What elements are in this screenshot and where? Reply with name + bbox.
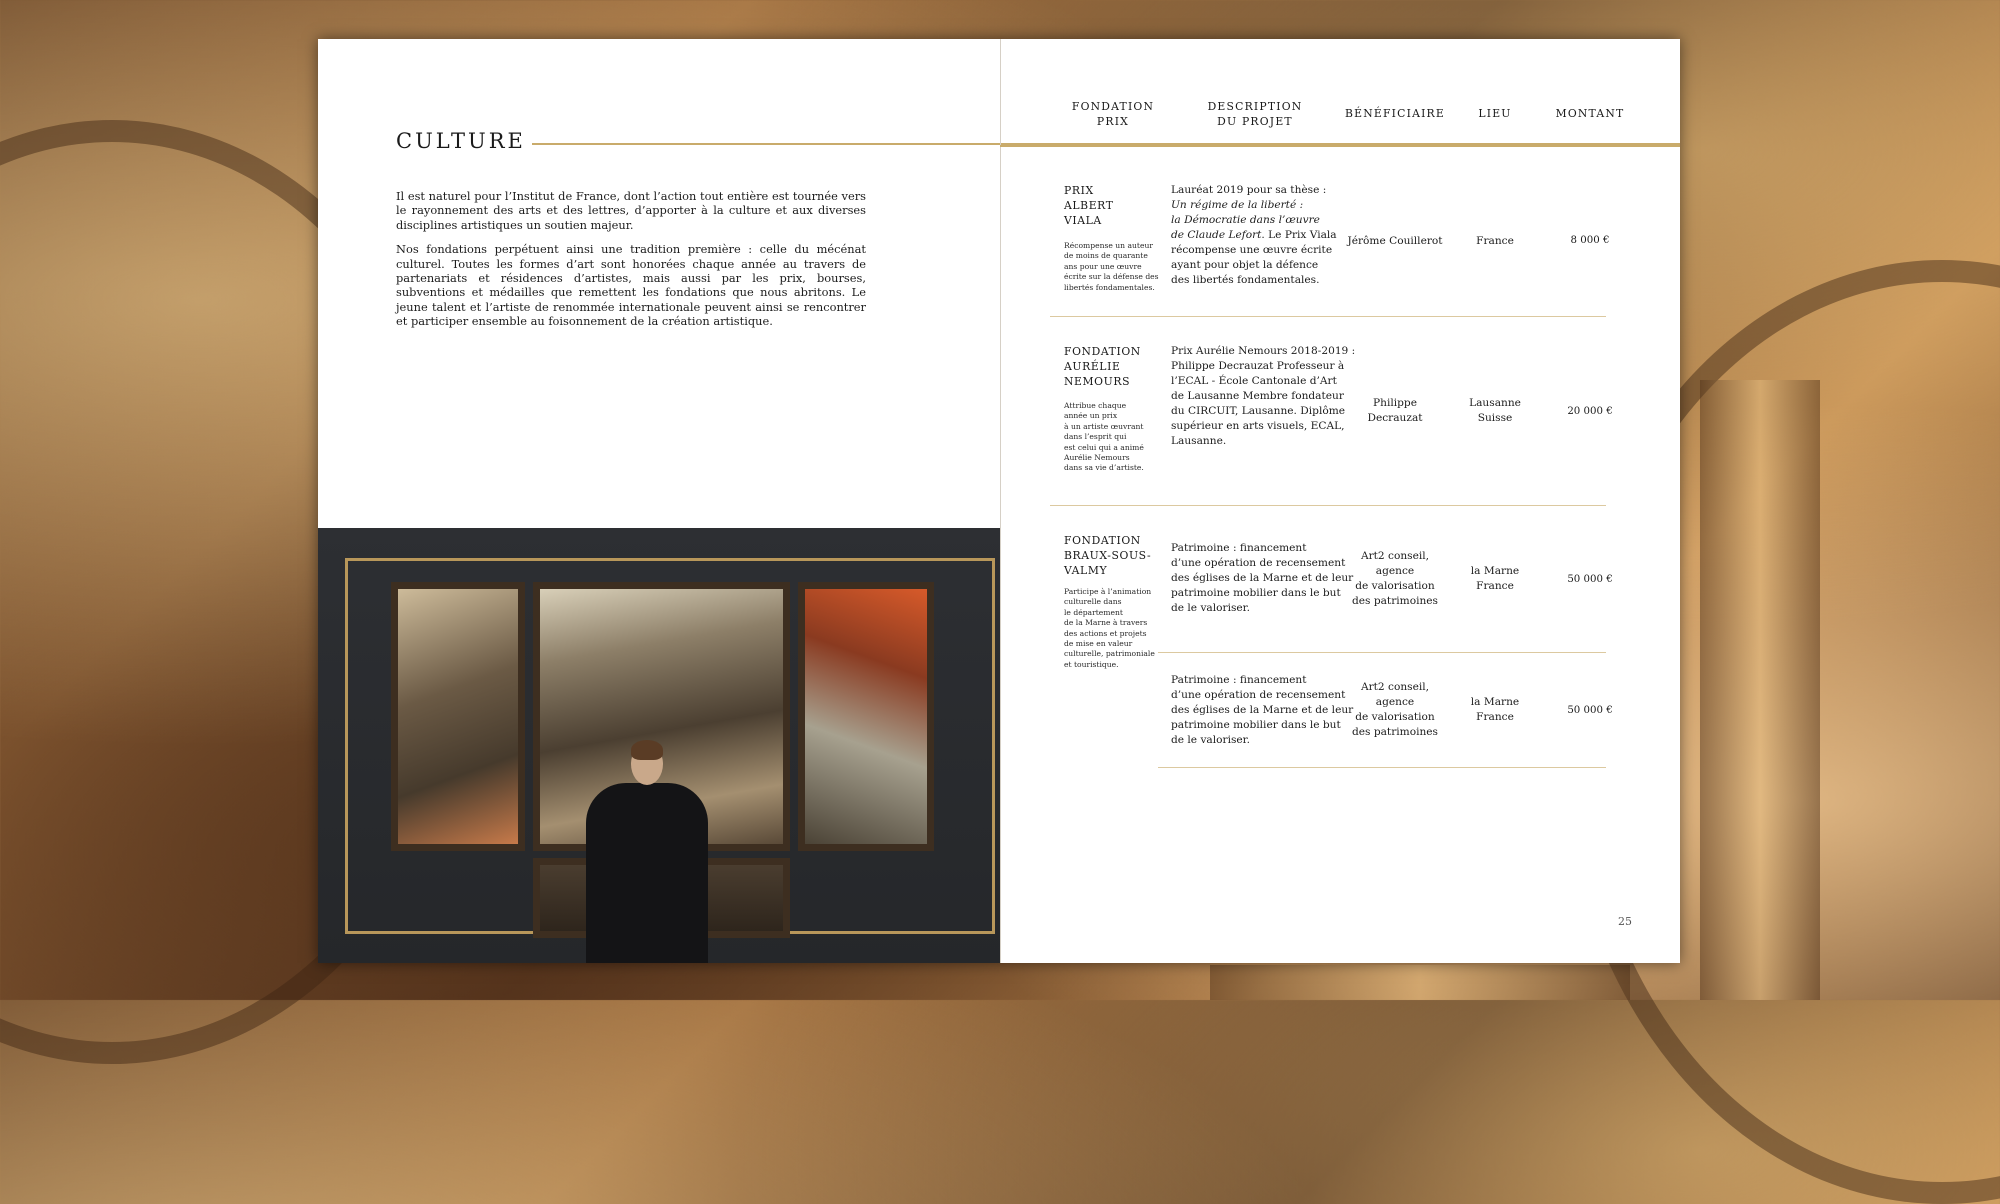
visitor-hair (631, 740, 663, 760)
brochure-spread (318, 39, 1680, 963)
amount: 8 000 € (1570, 235, 1610, 246)
intro-paragraph: Nos fondations perpétuent ainsi une tradition première : celle du mécénat culturel. Toutes les formes d’art sont honorées chaque année au travers de partenariats et résidences d’artistes, mais aussi par les prix, bourses, subventions et médailles que remettent les fondations que nous abritons. Le jeune talent et l’artiste de renommée internationale peuvent ainsi se rencontrer et participer ensemble au foisonnement de la création artistique. (396, 242, 866, 329)
amount: 50 000 € (1567, 705, 1613, 716)
project-description (1171, 183, 1337, 288)
visitor-figure (586, 783, 708, 963)
row-rule (1050, 505, 1606, 506)
org-description: Récompense un auteur de moins de quarante ans pour une œuvre écrite sur la défense des libertés fondamentales. (1064, 241, 1159, 292)
header-description: DESCRIPTION DU PROJET (1207, 100, 1303, 128)
triptych-right-panel (798, 582, 934, 851)
intro-text (396, 189, 866, 339)
header-beneficiaire: BÉNÉFICIAIRE (1345, 107, 1445, 120)
row-rule (1050, 316, 1606, 317)
row-rule (1158, 767, 1606, 768)
desc-text: Lauréat 2019 pour sa thèse : (1171, 184, 1327, 196)
page-number: 25 (1618, 915, 1632, 928)
location: la Marne France (1470, 565, 1520, 592)
desc-text: . Le Prix Viala récompense une œuvre écrite ayant pour objet la défence des libertés fondamentales. (1171, 229, 1337, 286)
header-montant: MONTANT (1555, 107, 1625, 120)
beneficiary: Art2 conseil, agence de valorisation des patrimoines (1351, 681, 1438, 738)
museum-photo (318, 528, 1000, 963)
desc-italic: Un régime de la liberté : la Démocratie dans l’œuvre de Claude Lefort (1171, 199, 1320, 241)
location: la Marne France (1470, 696, 1520, 723)
org-name: FONDATION BRAUX-SOUS- VALMY (1064, 534, 1152, 577)
section-title: CULTURE (396, 129, 526, 153)
beneficiary: Art2 conseil, agence de valorisation des patrimoines (1351, 550, 1438, 607)
amount: 20 000 € (1567, 406, 1613, 417)
org-name: FONDATION AURÉLIE NEMOURS (1064, 345, 1141, 388)
left-page (318, 39, 1000, 963)
org-name: PRIX ALBERT VIALA (1064, 184, 1114, 227)
right-page (1000, 39, 1680, 963)
project-description: Prix Aurélie Nemours 2018-2019 : Philippe Decrauzat Professeur à l’ECAL - École Cantonale d’Art de Lausanne Membre fondateur du CIRCUIT, Lausanne. Diplôme supérieur en arts visuels, ECAL, Lausanne. (1171, 345, 1356, 447)
project-description: Patrimoine : financement d’une opération de recensement des églises de la Marne et de leur patrimoine mobilier dans le but de le valoriser. (1171, 674, 1354, 746)
amount: 50 000 € (1567, 574, 1613, 585)
org-description: Attribue chaque année un prix à un artiste œuvrant dans l’esprit qui est celui qui a animé Aurélie Nemours dans sa vie d’artiste. (1064, 401, 1144, 473)
project-description: Patrimoine : financement d’une opération de recensement des églises de la Marne et de leur patrimoine mobilier dans le but de le valoriser. (1171, 542, 1354, 614)
intro-paragraph: Il est naturel pour l’Institut de France, dont l’action tout entière est tournée vers le rayonnement des arts et des lettres, d’apporter à la culture et aux diverses disciplines artistiques un soutien majeur. (396, 189, 866, 232)
background-column (1700, 380, 1820, 1000)
org-description: Participe à l’animation culturelle dans le département de la Marne à travers des actions et projets de mise en valeur culturelle, patrimoniale et touristique. (1064, 587, 1155, 669)
header-rule (1000, 145, 1680, 147)
location: France (1476, 235, 1514, 247)
triptych-left-panel (391, 582, 525, 851)
beneficiary: Philippe Decrauzat (1367, 397, 1423, 424)
header-lieu: LIEU (1478, 107, 1512, 120)
beneficiary: Jérôme Couillerot (1347, 235, 1443, 247)
header-fondation: FONDATION PRIX (1071, 100, 1155, 128)
row-rule (1158, 652, 1606, 653)
background-column (1210, 965, 1630, 1000)
location: Lausanne Suisse (1469, 397, 1521, 424)
